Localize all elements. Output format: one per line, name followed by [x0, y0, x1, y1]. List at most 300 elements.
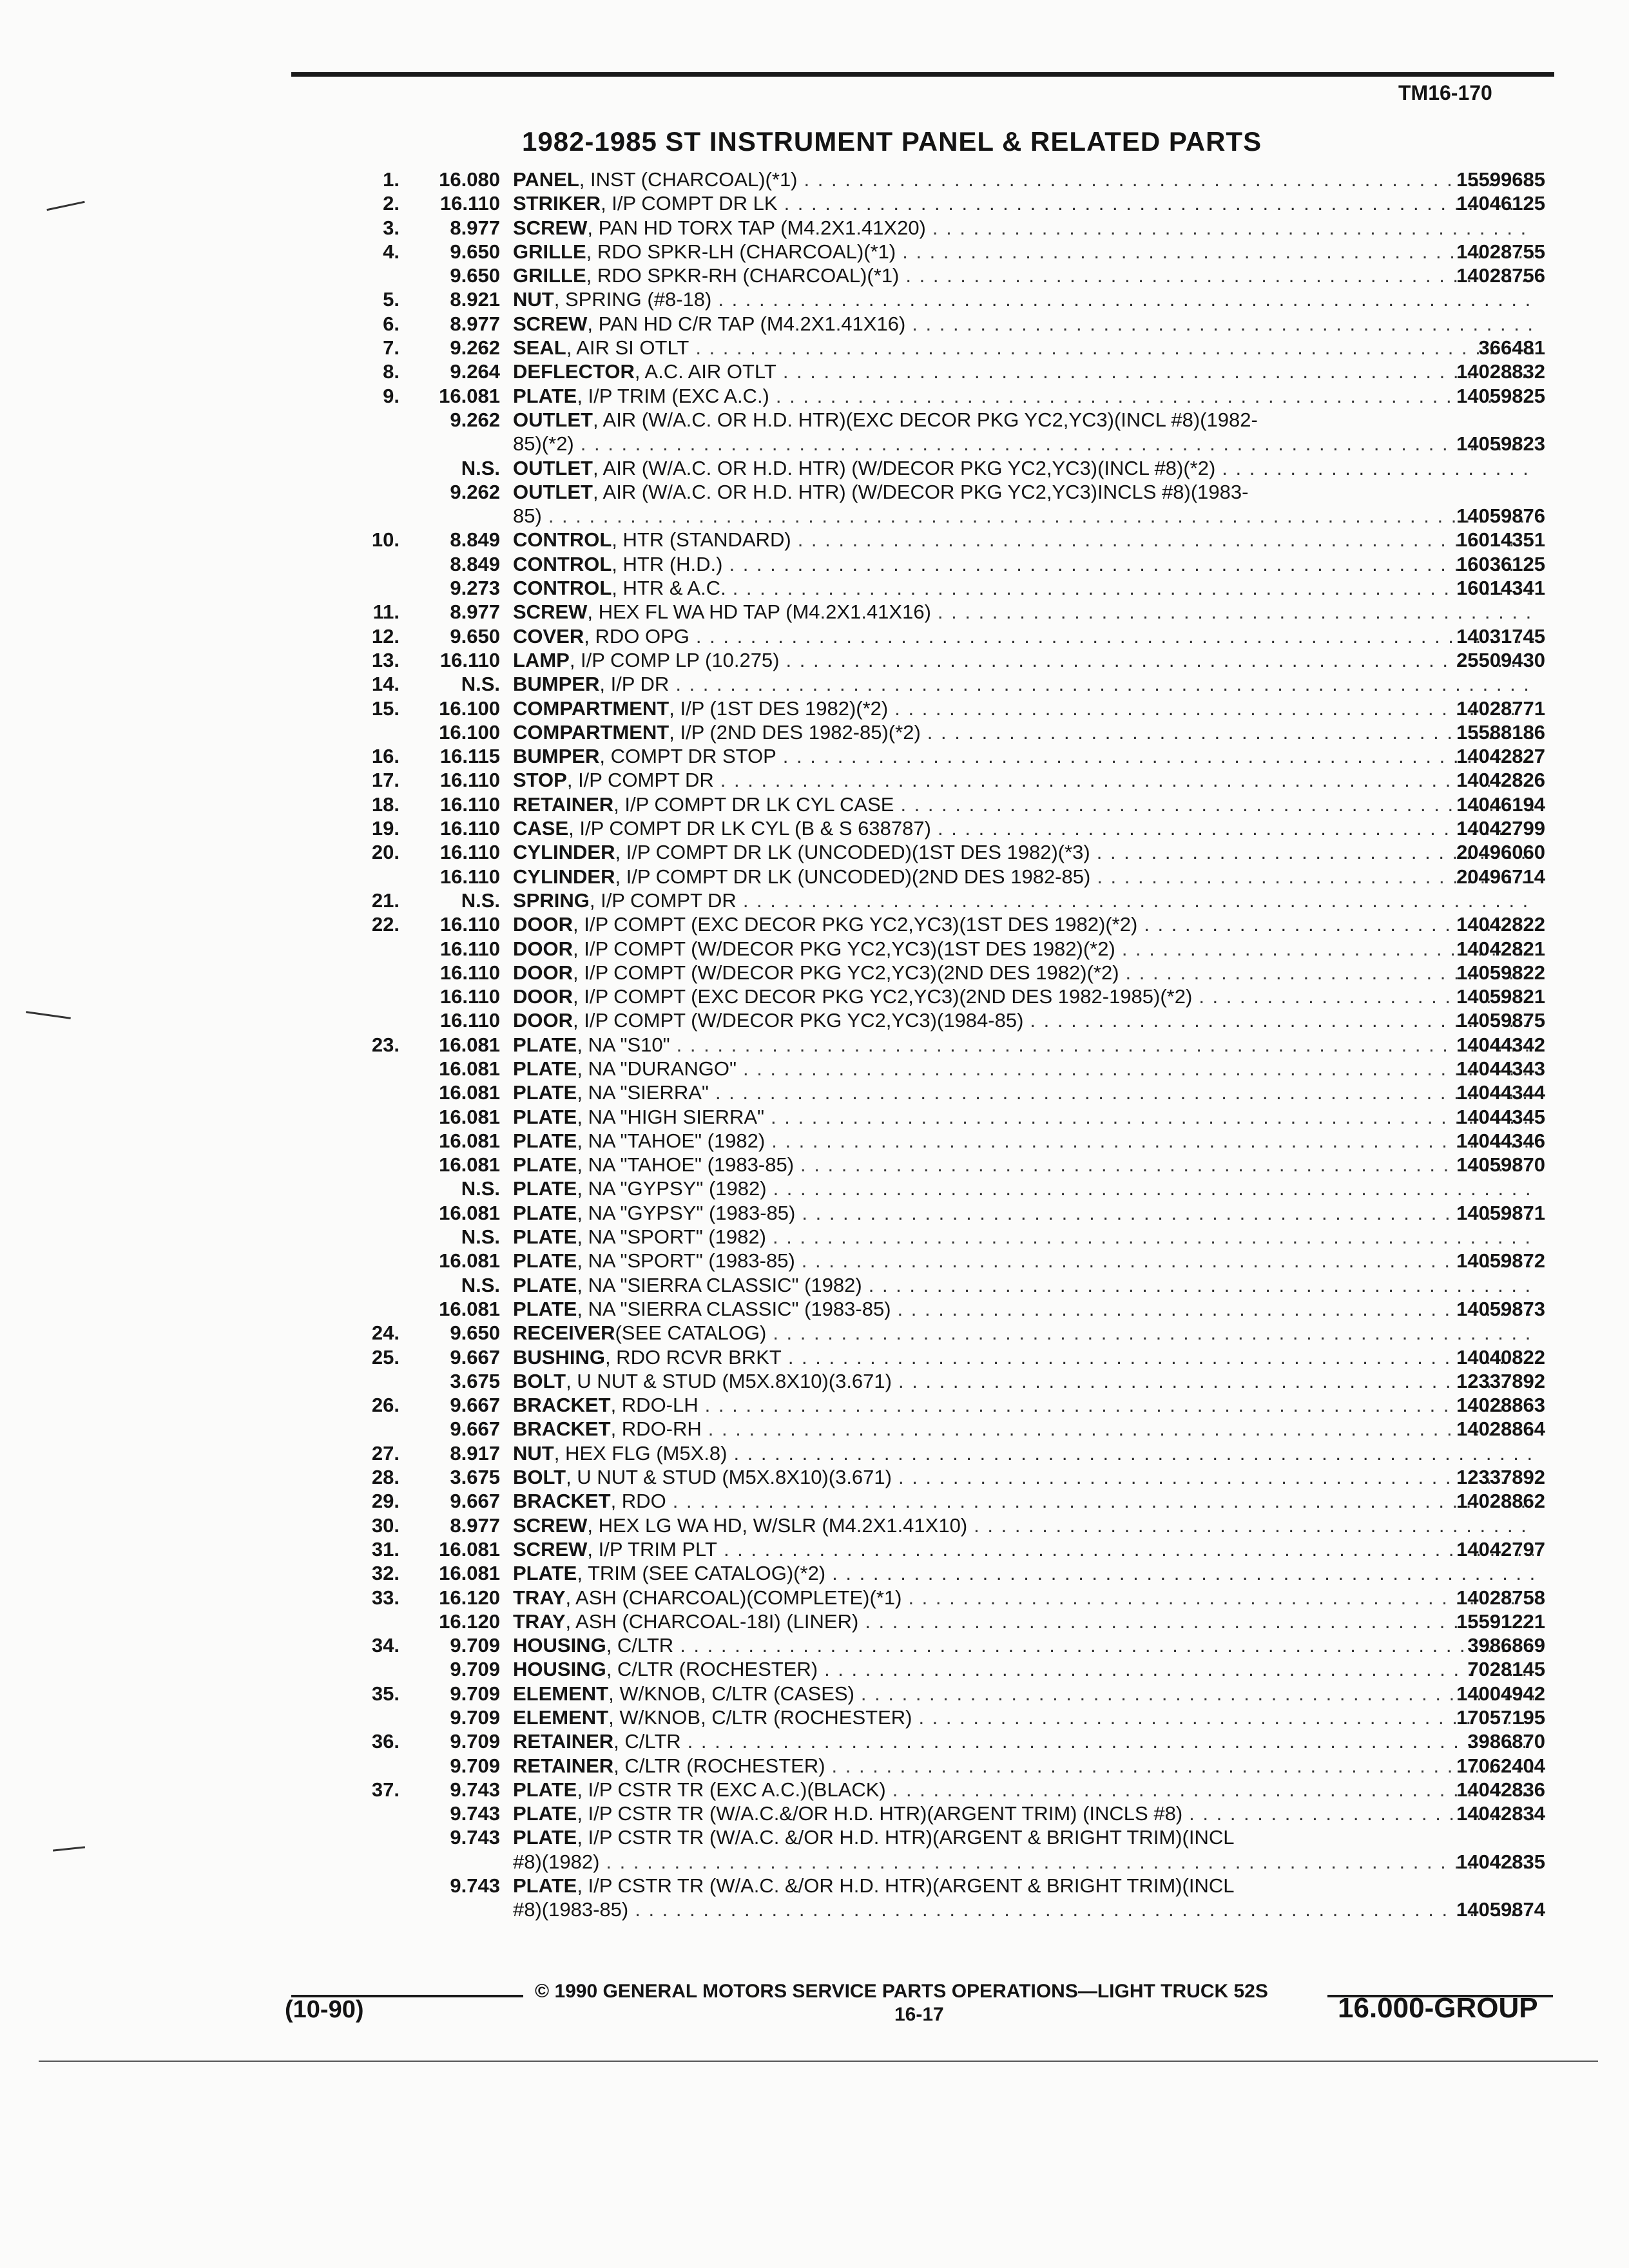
part-name: COMPARTMENT	[513, 720, 670, 744]
part-name: CONTROL	[513, 528, 612, 552]
part-description	[513, 912, 1534, 936]
dot-leader	[905, 264, 1534, 287]
part-description	[513, 168, 1534, 191]
part-description	[513, 408, 1534, 432]
dot-leader	[894, 697, 1534, 720]
part-description	[513, 1177, 1534, 1200]
dot-leader	[832, 1754, 1534, 1778]
parts-row	[0, 1465, 1629, 1489]
part-description	[513, 768, 1534, 792]
ref-number: 11.	[372, 601, 400, 624]
part-name: ELEMENT	[513, 1706, 609, 1729]
part-detail: , C/LTR	[613, 1730, 681, 1753]
dot-leader	[705, 1393, 1534, 1417]
group-number: 9.262	[450, 336, 500, 360]
part-detail: , HTR (H.D.)	[612, 552, 723, 575]
part-name: CYLINDER	[513, 841, 615, 864]
parts-row	[0, 1778, 1629, 1802]
group-number: 16.110	[439, 648, 500, 671]
parts-list	[0, 168, 1629, 1922]
group-number: 9.650	[450, 624, 500, 648]
group-number: 9.709	[450, 1706, 500, 1729]
dot-leader	[733, 576, 1534, 600]
part-detail: , AIR (W/A.C. OR H.D. HTR) (W/DECOR PKG YC2,YC3)(INCL #8)(*2)	[593, 456, 1216, 479]
part-number: 14028863	[1456, 1394, 1545, 1417]
dot-leader	[974, 1514, 1534, 1537]
part-number: 366481	[1478, 336, 1545, 360]
parts-row	[0, 1369, 1629, 1393]
part-description	[513, 504, 1534, 528]
part-number: 14046194	[1456, 793, 1545, 816]
group-number: N.S.	[461, 1273, 500, 1296]
part-name: BUMPER	[513, 673, 600, 696]
part-description	[513, 1729, 1534, 1753]
part-description	[513, 1802, 1534, 1825]
part-name: STOP	[513, 769, 567, 792]
part-name: TRAY	[513, 1586, 566, 1609]
part-description	[513, 360, 1534, 383]
group-number: 9.262	[450, 480, 500, 503]
part-description	[513, 456, 1534, 480]
parts-row	[0, 1561, 1629, 1585]
part-number: 14042799	[1456, 817, 1545, 840]
dot-leader	[688, 1729, 1534, 1753]
part-name: CONTROL	[513, 552, 612, 575]
part-name: SCREW	[513, 601, 588, 624]
parts-row	[0, 408, 1629, 432]
part-detail: , NA "HIGH SIERRA"	[577, 1105, 765, 1128]
part-detail: (SEE CATALOG)	[615, 1321, 767, 1345]
group-number: 16.110	[439, 961, 500, 984]
dot-leader	[908, 1586, 1534, 1610]
ref-number: 1.	[383, 168, 400, 191]
part-name: PLATE	[513, 1778, 577, 1801]
dot-leader	[927, 720, 1534, 744]
part-detail: , RDO-LH	[610, 1394, 699, 1417]
parts-row	[0, 240, 1629, 264]
group-label: 16.000-GROUP	[1338, 1992, 1538, 2024]
dot-leader	[696, 624, 1534, 648]
dot-leader	[786, 648, 1534, 672]
part-name: BRACKET	[513, 1418, 611, 1441]
part-description	[513, 1057, 1534, 1081]
parts-row	[0, 1610, 1629, 1633]
part-name: BUSHING	[513, 1345, 605, 1369]
group-number: 9.667	[450, 1345, 500, 1369]
part-detail: , TRIM (SEE CATALOG)(*2)	[577, 1562, 826, 1585]
dot-leader	[938, 816, 1534, 840]
group-number: 8.977	[450, 312, 500, 335]
group-number: 3.675	[450, 1369, 500, 1392]
group-number: 9.667	[450, 1490, 500, 1513]
part-detail: , ASH (CHARCOAL-18I) (LINER)	[565, 1610, 859, 1633]
ref-number: 4.	[383, 240, 400, 263]
parts-row	[0, 1297, 1629, 1321]
parts-row	[0, 528, 1629, 552]
group-number: 16.110	[439, 1009, 500, 1032]
part-description	[513, 1033, 1534, 1057]
part-description	[513, 1514, 1534, 1537]
group-number: 16.110	[439, 985, 500, 1008]
group-number: 9.743	[450, 1778, 500, 1801]
part-detail: , I/P COMPT DR	[589, 889, 737, 912]
group-number: 9.709	[450, 1682, 500, 1705]
part-detail: 85)(*2)	[513, 432, 574, 456]
copyright: © 1990 GENERAL MOTORS SERVICE PARTS OPERATIONS—LIGHT TRUCK 52S	[535, 1981, 1268, 2002]
part-description	[513, 961, 1534, 985]
part-name: PLATE	[513, 1129, 577, 1152]
part-name: RETAINER	[513, 1730, 614, 1753]
part-detail: , I/P COMPT (EXC DECOR PKG YC2,YC3)(1ST DES 1982)(*2)	[573, 913, 1138, 936]
dot-leader	[804, 168, 1534, 191]
part-description	[513, 1249, 1534, 1273]
part-description	[513, 1657, 1534, 1681]
part-name: STRIKER	[513, 192, 601, 215]
dot-leader	[802, 1249, 1534, 1273]
part-description	[513, 1153, 1534, 1177]
part-number: 14059823	[1456, 432, 1545, 456]
part-detail: , RDO	[610, 1490, 666, 1513]
part-number: 14042835	[1456, 1850, 1545, 1873]
revision-date: (10-90)	[285, 1996, 364, 2023]
dot-leader	[869, 1273, 1534, 1297]
part-description	[513, 697, 1534, 720]
ref-number: 15.	[371, 697, 400, 720]
part-detail: , AIR (W/A.C. OR H.D. HTR) (W/DECOR PKG YC2,YC3)INCLS #8)(1983-	[593, 480, 1249, 503]
parts-row	[0, 360, 1629, 383]
group-number: 16.110	[439, 937, 500, 960]
part-name: NUT	[513, 288, 554, 311]
part-detail: , I/P COMPT DR LK CYL (B & S 638787)	[568, 817, 931, 840]
part-detail: , ASH (CHARCOAL)(COMPLETE)(*1)	[565, 1586, 902, 1609]
group-number: 16.081	[439, 1081, 500, 1104]
parts-row	[0, 1249, 1629, 1273]
part-description	[513, 648, 1534, 672]
group-number: 9.709	[450, 1754, 500, 1777]
group-number: 16.110	[439, 769, 500, 792]
parts-row	[0, 624, 1629, 648]
part-description	[513, 432, 1534, 456]
part-detail: #8)(1982)	[513, 1850, 600, 1873]
group-number: 16.115	[439, 745, 500, 768]
parts-row	[0, 1850, 1629, 1874]
part-description	[513, 1850, 1534, 1874]
part-number: 7028145	[1467, 1658, 1545, 1681]
part-number: 14059872	[1456, 1249, 1545, 1273]
dot-leader	[783, 360, 1534, 383]
parts-row	[0, 793, 1629, 816]
part-number: 14042827	[1456, 745, 1545, 768]
part-name: OUTLET	[513, 480, 593, 503]
part-number: 20496060	[1456, 841, 1545, 864]
parts-row	[0, 1008, 1629, 1032]
part-number: 14059874	[1456, 1898, 1545, 1921]
ref-number: 23.	[371, 1033, 400, 1056]
group-number: 9.650	[450, 1321, 500, 1345]
part-number: 15588186	[1456, 720, 1545, 744]
parts-row	[0, 1825, 1629, 1849]
part-number: 14059822	[1456, 961, 1545, 984]
dot-leader	[695, 336, 1534, 360]
part-name: CYLINDER	[513, 865, 615, 888]
part-description	[513, 624, 1534, 648]
part-number: 14059870	[1456, 1153, 1545, 1177]
group-number: 16.081	[439, 1201, 500, 1224]
page-number: 16-17	[894, 2004, 944, 2025]
part-description	[513, 1345, 1534, 1369]
part-name: TRAY	[513, 1610, 566, 1633]
part-detail: , I/P COMP LP (10.275)	[569, 648, 780, 671]
ref-number: 9.	[383, 384, 400, 407]
ref-number: 20.	[371, 841, 400, 864]
part-description	[513, 552, 1534, 576]
part-description	[513, 793, 1534, 816]
dot-leader	[912, 312, 1534, 336]
part-detail: , I/P COMPT DR LK CYL CASE	[613, 793, 894, 816]
dot-leader	[720, 768, 1534, 792]
part-name: LAMP	[513, 648, 570, 671]
part-detail: , U NUT & STUD (M5X.8X10)(3.671)	[566, 1466, 892, 1489]
part-detail: , I/P CSTR TR (W/A.C. &/OR H.D. HTR)(ARGENT & BRIGHT TRIM)(INCL	[577, 1826, 1235, 1849]
part-detail: , AIR (W/A.C. OR H.D. HTR)(EXC DECOR PKG YC2,YC3)(INCL #8)(1982-	[593, 408, 1258, 431]
part-detail: , PAN HD C/R TAP (M4.2X1.41X16)	[587, 312, 906, 335]
dot-leader	[773, 1177, 1534, 1200]
part-description	[513, 576, 1534, 600]
parts-row	[0, 1898, 1629, 1921]
dot-leader	[900, 793, 1534, 816]
part-detail: , I/P COMPT DR LK (UNCODED)(2ND DES 1982-85)	[615, 865, 1091, 888]
part-name: SCREW	[513, 1514, 588, 1537]
parts-row	[0, 1537, 1629, 1561]
ref-number: 18.	[371, 793, 400, 816]
part-name: PLATE	[513, 1802, 577, 1825]
group-number: 8.977	[450, 216, 500, 239]
dot-leader	[898, 1297, 1534, 1321]
group-number: 16.100	[439, 697, 500, 720]
group-number: 16.110	[439, 913, 500, 936]
part-number: 14031745	[1456, 624, 1545, 648]
group-number: 16.110	[439, 841, 500, 864]
part-name: COVER	[513, 624, 584, 648]
group-number: 9.743	[450, 1826, 500, 1849]
dot-leader	[581, 432, 1534, 456]
parts-row	[0, 1706, 1629, 1729]
part-number: 14044345	[1456, 1105, 1545, 1128]
part-number: 14042797	[1456, 1537, 1545, 1561]
part-description	[513, 865, 1534, 889]
part-description	[513, 1706, 1534, 1729]
part-detail: , I/P COMPT DR LK (UNCODED)(1ST DES 1982)(*3)	[615, 841, 1090, 864]
part-number: 12337892	[1456, 1466, 1545, 1489]
part-name: DOOR	[513, 961, 573, 984]
parts-row	[0, 552, 1629, 576]
part-description	[513, 1273, 1534, 1297]
ref-number: 37.	[371, 1778, 400, 1801]
part-detail: , RDO SPKR-LH (CHARCOAL)(*1)	[586, 240, 896, 263]
parts-row	[0, 720, 1629, 744]
ref-number: 22.	[371, 913, 400, 936]
part-name: ELEMENT	[513, 1682, 609, 1705]
part-detail: , I/P (1ST DES 1982)(*2)	[669, 697, 889, 720]
parts-row	[0, 600, 1629, 624]
part-detail: , U NUT & STUD (M5X.8X10)(3.671)	[566, 1369, 892, 1392]
part-detail: , NA "SIERRA CLASSIC" (1982)	[577, 1273, 862, 1296]
part-name: PLATE	[513, 1201, 577, 1224]
group-number: N.S.	[461, 673, 500, 696]
group-number: 16.080	[439, 168, 500, 191]
parts-row	[0, 961, 1629, 985]
part-name: GRILLE	[513, 264, 586, 287]
part-name: PLATE	[513, 1225, 577, 1249]
parts-row	[0, 1441, 1629, 1465]
part-number: 14028771	[1456, 697, 1545, 720]
group-number: 8.917	[450, 1441, 500, 1465]
dot-leader	[743, 1057, 1534, 1081]
part-name: PLATE	[513, 1177, 577, 1200]
dot-leader	[773, 1321, 1534, 1345]
part-number: 14044343	[1456, 1057, 1545, 1080]
part-number: 14059873	[1456, 1297, 1545, 1320]
part-detail: , I/P DR	[599, 673, 670, 696]
part-number: 25509430	[1456, 648, 1545, 671]
dot-leader	[932, 216, 1534, 240]
ref-number: 19.	[371, 817, 400, 840]
part-name: PLATE	[513, 1826, 577, 1849]
dot-leader	[677, 1033, 1534, 1057]
part-name: PLATE	[513, 1297, 577, 1320]
part-number: 17062404	[1456, 1754, 1545, 1777]
part-name: BRACKET	[513, 1394, 611, 1417]
group-number: 8.849	[450, 528, 500, 552]
ref-number: 24.	[371, 1321, 400, 1345]
dot-leader	[918, 1706, 1534, 1729]
dot-leader	[718, 287, 1534, 311]
parts-row	[0, 1153, 1629, 1177]
part-number: 16014341	[1456, 577, 1545, 600]
ref-number: 21.	[371, 889, 400, 912]
part-description	[513, 985, 1534, 1008]
part-number: 14059825	[1456, 384, 1545, 407]
part-name: PLATE	[513, 1105, 577, 1128]
part-description	[513, 1682, 1534, 1706]
parts-row	[0, 384, 1629, 408]
dot-leader	[861, 1682, 1534, 1706]
part-detail: #8)(1983-85)	[513, 1898, 629, 1921]
part-description	[513, 937, 1534, 961]
dot-leader	[784, 191, 1534, 215]
part-description	[513, 889, 1534, 912]
parts-row	[0, 697, 1629, 720]
group-number: 16.081	[439, 1537, 500, 1561]
part-name: DEFLECTOR	[513, 360, 635, 383]
ref-number: 27.	[371, 1441, 400, 1465]
part-name: HOUSING	[513, 1658, 606, 1681]
dot-leader	[606, 1850, 1534, 1874]
part-detail: , NA "SIERRA"	[577, 1081, 709, 1104]
part-name: SCREW	[513, 216, 588, 239]
dot-leader	[1222, 456, 1534, 480]
part-name: PLATE	[513, 1153, 577, 1177]
part-name: PANEL	[513, 168, 579, 191]
group-number: 16.081	[439, 1033, 500, 1056]
group-number: N.S.	[461, 889, 500, 912]
dot-leader	[824, 1657, 1534, 1681]
parts-row	[0, 1874, 1629, 1898]
part-description	[513, 672, 1534, 696]
parts-row	[0, 889, 1629, 912]
part-name: RECEIVER	[513, 1321, 615, 1345]
part-detail: , NA "S10"	[577, 1033, 670, 1056]
part-number: 14028864	[1456, 1418, 1545, 1441]
group-number: N.S.	[461, 1177, 500, 1200]
dot-leader	[708, 1417, 1534, 1441]
ref-number: 3.	[383, 216, 400, 239]
parts-row	[0, 1129, 1629, 1153]
ref-number: 36.	[371, 1730, 400, 1753]
group-number: 16.120	[439, 1610, 500, 1633]
part-detail: , HEX FLG (M5X.8)	[554, 1441, 728, 1465]
part-detail: , HTR (STANDARD)	[612, 528, 791, 552]
part-description	[513, 480, 1534, 504]
parts-row	[0, 480, 1629, 504]
part-description	[513, 1561, 1534, 1585]
part-detail: , NA "GYPSY" (1982)	[577, 1177, 767, 1200]
part-name: SPRING	[513, 889, 590, 912]
parts-row	[0, 865, 1629, 889]
dot-leader	[743, 889, 1534, 912]
part-description	[513, 1081, 1534, 1104]
dot-leader	[680, 1633, 1534, 1657]
part-number: 20496714	[1456, 865, 1545, 888]
part-name: CONTROL	[513, 577, 612, 600]
parts-row	[0, 1657, 1629, 1681]
dot-leader	[865, 1610, 1534, 1633]
part-number: 15591221	[1456, 1610, 1545, 1633]
part-name: BOLT	[513, 1369, 566, 1392]
parts-row	[0, 312, 1629, 336]
part-name: OUTLET	[513, 456, 593, 479]
dot-leader	[548, 504, 1534, 528]
ref-number: 13.	[371, 648, 400, 671]
part-description	[513, 1465, 1534, 1489]
part-name: NUT	[513, 1441, 554, 1465]
ref-number: 34.	[371, 1634, 400, 1657]
group-number: 16.110	[439, 817, 500, 840]
ref-number: 14.	[371, 673, 400, 696]
parts-row	[0, 1586, 1629, 1610]
part-name: SCREW	[513, 1537, 588, 1561]
part-number: 3986870	[1467, 1730, 1545, 1753]
part-number: 15599685	[1456, 168, 1545, 191]
part-name: PLATE	[513, 384, 577, 407]
part-description	[513, 1321, 1534, 1345]
parts-row	[0, 1057, 1629, 1081]
group-number: N.S.	[461, 456, 500, 479]
part-detail: , NA "TAHOE" (1982)	[577, 1129, 766, 1152]
part-detail: , RDO SPKR-RH (CHARCOAL)(*1)	[586, 264, 900, 287]
part-number: 14028755	[1456, 240, 1545, 263]
group-number: 9.650	[450, 240, 500, 263]
ref-number: 31.	[371, 1537, 400, 1561]
dot-leader	[802, 1201, 1534, 1225]
group-number: 9.667	[450, 1394, 500, 1417]
part-number: 14059871	[1456, 1201, 1545, 1224]
parts-row	[0, 1033, 1629, 1057]
dot-leader	[771, 1129, 1534, 1153]
part-detail: , NA "SPORT" (1983-85)	[577, 1249, 795, 1273]
parts-row	[0, 1729, 1629, 1753]
group-number: 3.675	[450, 1466, 500, 1489]
